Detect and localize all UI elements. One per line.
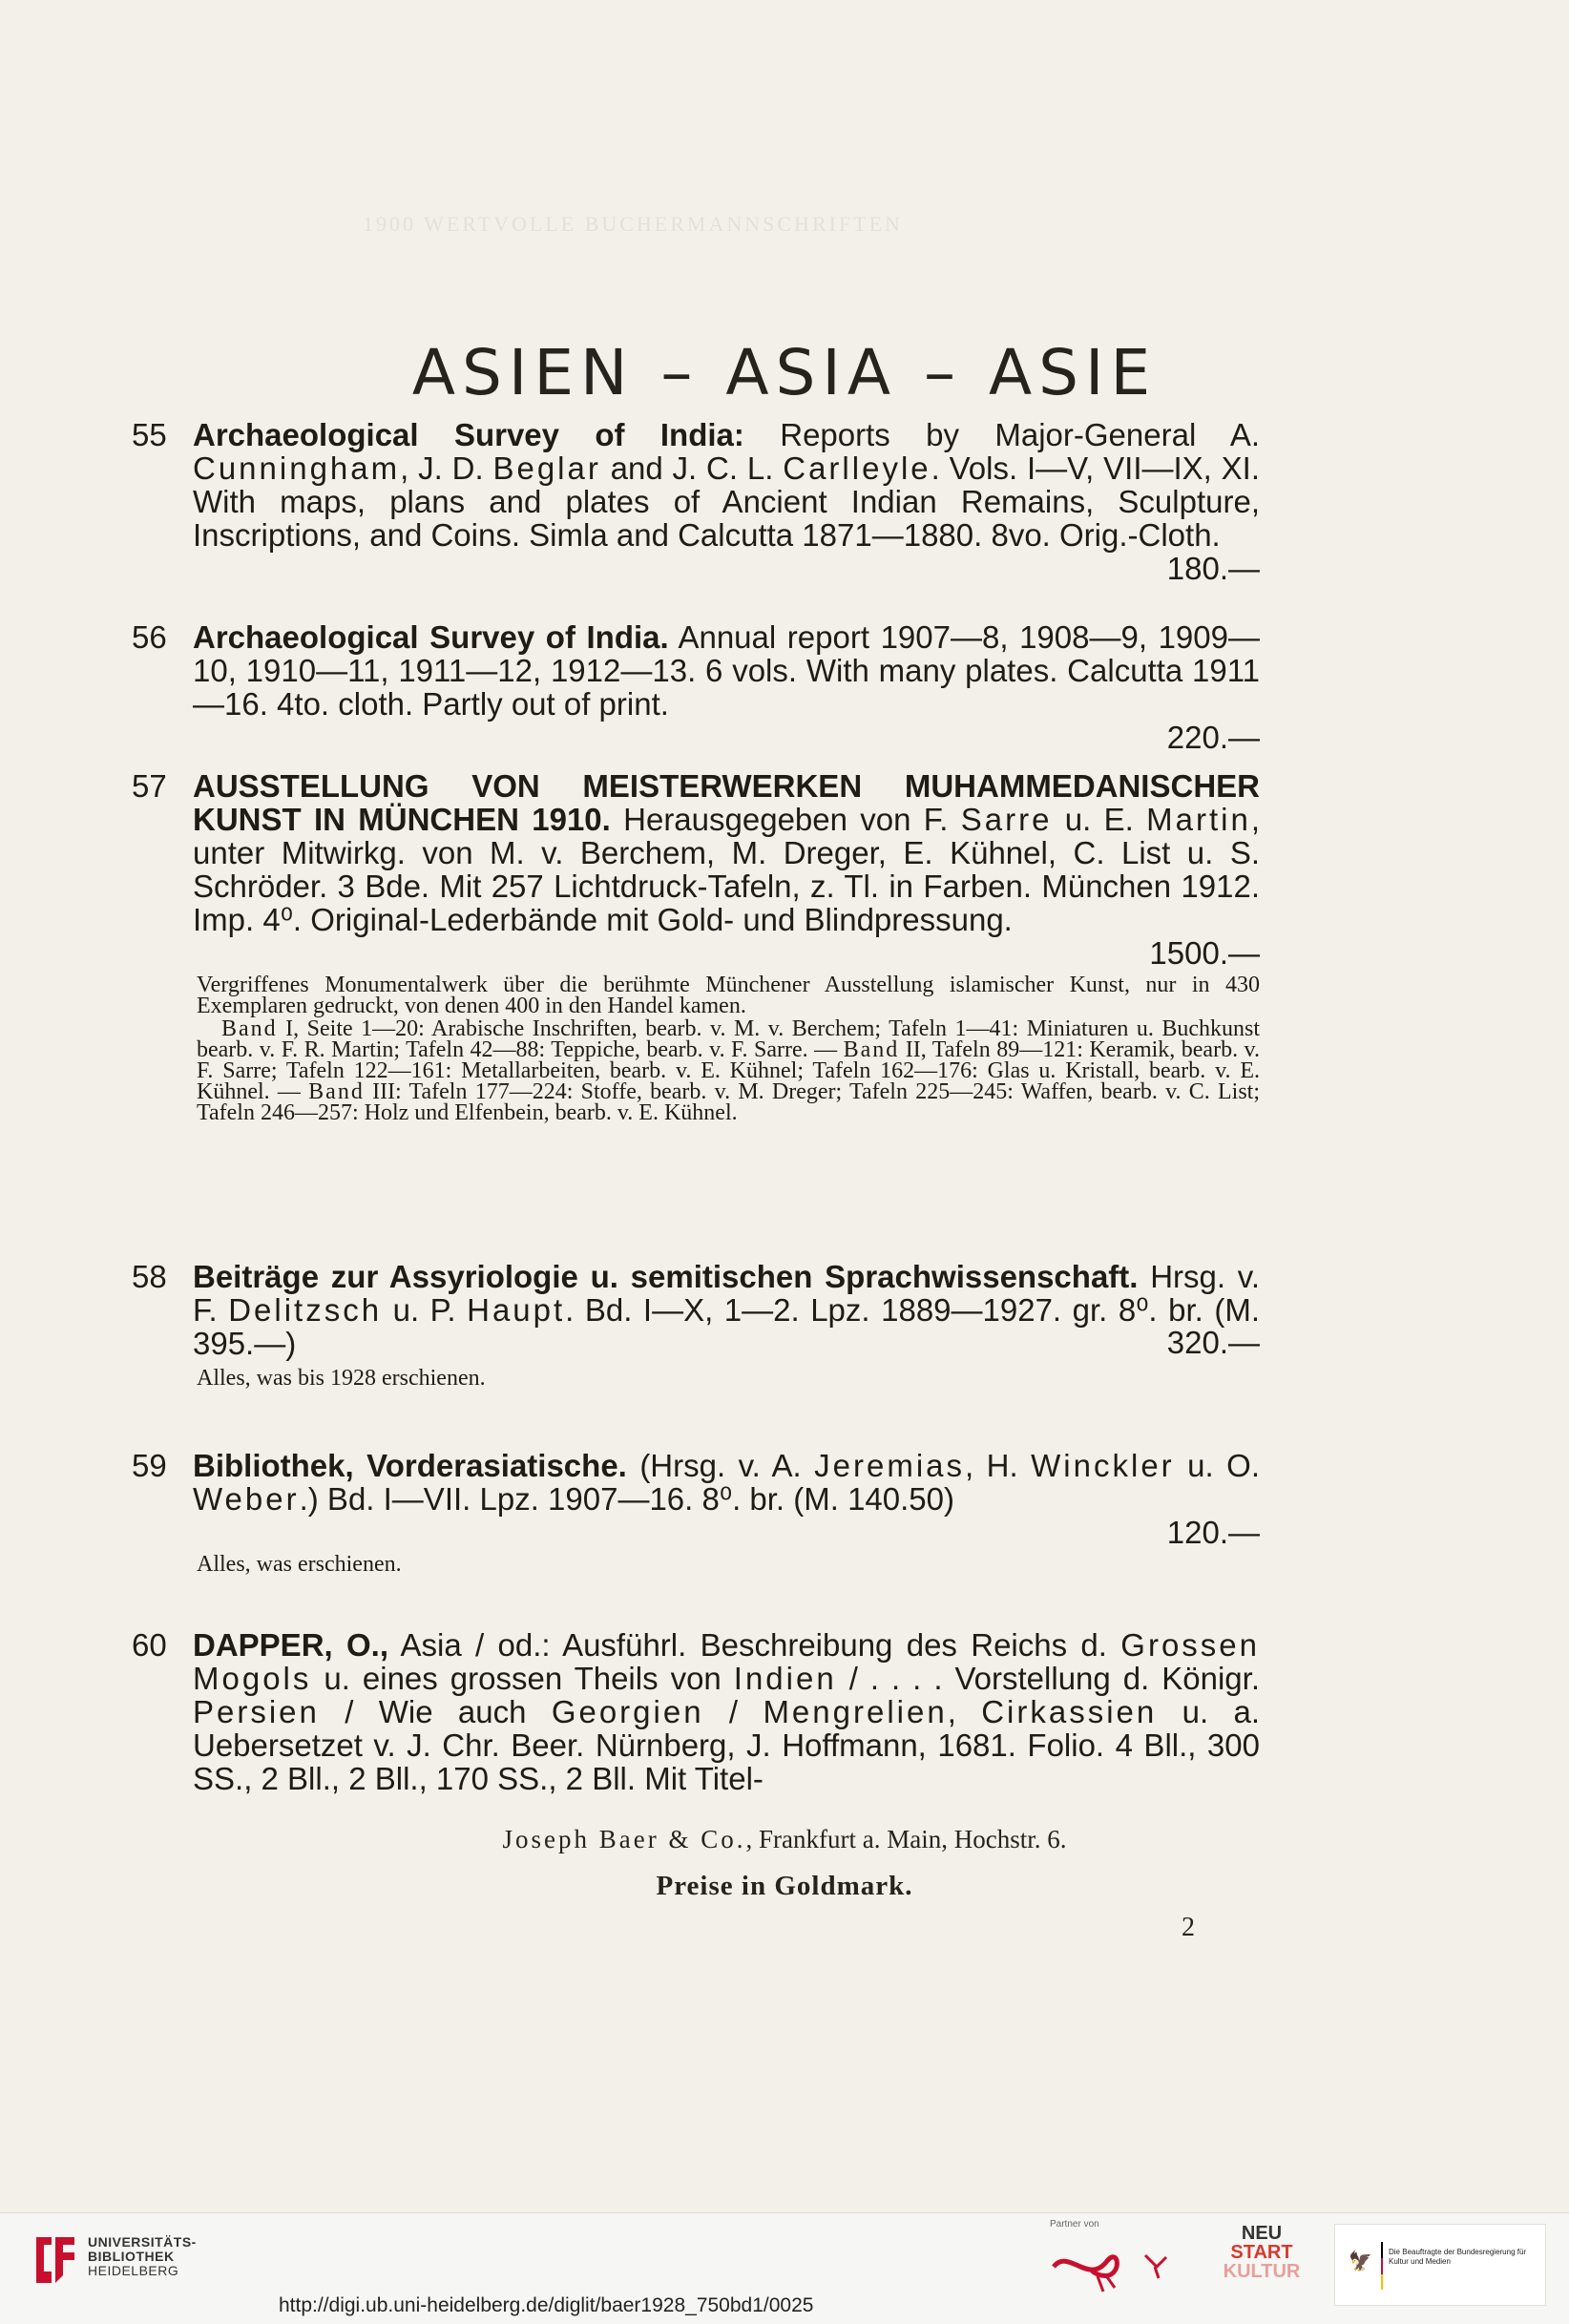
- entry-heading: Archaeological Survey of India:: [193, 417, 744, 452]
- library-name-line: BIBLIOTHEK: [88, 2249, 175, 2264]
- place-name: Cirkassien: [981, 1694, 1158, 1729]
- entry-text: . Bd. I—X, 1—2. Lpz. 1889—1927. gr. 8⁰. br. (M. 395.—): [193, 1292, 1260, 1361]
- entry-number: 58: [132, 1259, 167, 1294]
- author-name: Cunningham: [193, 450, 401, 486]
- volume-label: Band: [843, 1037, 900, 1062]
- entry-number: 55: [132, 417, 167, 452]
- catalog-entry-60: [132, 1628, 1260, 1795]
- author-name: Jeremias: [814, 1448, 966, 1483]
- neustart-line: NEU: [1241, 2223, 1283, 2244]
- entry-price: 220.—: [1166, 720, 1260, 755]
- entry-heading: DAPPER, O.,: [193, 1627, 389, 1663]
- author-name: Weber: [193, 1481, 300, 1517]
- neustart-kultur-logo[interactable]: [1220, 2224, 1304, 2281]
- place-name: Georgien: [551, 1694, 704, 1729]
- bleed-through-header: 1900 WERTVOLLE BUCHERMANNSCHRIFTEN: [363, 212, 903, 236]
- entry-number: 57: [132, 768, 167, 804]
- entry-text: u. P.: [382, 1292, 468, 1328]
- entry-heading: Beiträge zur Assyriologie u. semitischen Sprachwissenschaft.: [193, 1259, 1139, 1294]
- place-name: Persien: [193, 1694, 320, 1729]
- entry-description: [193, 1449, 1260, 1516]
- author-name: Carlleyle: [783, 450, 931, 486]
- entry-text: Hrsg. v. F.: [193, 1259, 1260, 1328]
- eagle-icon: 🦅: [1349, 2251, 1372, 2272]
- entry-price: 180.—: [1166, 551, 1260, 586]
- entry-number: 59: [132, 1448, 167, 1483]
- author-name: Delitzsch: [228, 1292, 383, 1328]
- catalog-entry-56: [132, 620, 1260, 755]
- entry-text: u. O.: [1174, 1448, 1260, 1483]
- bkm-logo[interactable]: [1334, 2224, 1546, 2306]
- library-name[interactable]: [88, 2235, 197, 2278]
- catalog-entry-57: [132, 769, 1260, 1123]
- author-name: Haupt: [467, 1292, 566, 1328]
- entry-text: u. eines grossen Theils von: [311, 1661, 734, 1696]
- library-name-line: HEIDELBERG: [88, 2263, 179, 2278]
- entry-text: Asia / od.: Ausführl. Beschreibung des Reichs d.: [388, 1627, 1121, 1663]
- entry-description: [193, 769, 1260, 936]
- volume-label: Band: [308, 1079, 365, 1104]
- entry-number: 56: [132, 619, 167, 655]
- entry-text: (Hrsg. v. A.: [626, 1448, 815, 1483]
- entry-text: Herausgegeben von F.: [610, 802, 961, 837]
- catalog-entry-59: [132, 1449, 1260, 1575]
- entry-price: 120.—: [1166, 1515, 1260, 1550]
- entry-description: [193, 620, 1260, 721]
- author-name: Beglar: [492, 450, 601, 486]
- publisher-address: , Frankfurt a. Main, Hochstr. 6.: [745, 1825, 1067, 1853]
- prices-note: Preise in Goldmark.: [656, 1871, 913, 1901]
- neustart-line: START: [1230, 2242, 1293, 2263]
- entry-text: , H.: [965, 1448, 1032, 1483]
- author-name: Sarre: [960, 802, 1053, 837]
- volume-label: Band: [221, 1016, 278, 1041]
- ddb-logo-icon[interactable]: [1050, 2238, 1193, 2300]
- entry-text: . Vols. I—V, VII—IX, XI. With maps, plans and plates of Ancient Indian Remains, Sculpture, Inscriptions, and Coins. Simla and Calcutta 1871—1880. 8vo. Orig.-Cloth.: [193, 450, 1261, 553]
- permalink-url[interactable]: http://digi.ub.uni-heidelberg.de/diglit/baer1928_750bd1/0025: [279, 2294, 814, 2316]
- entry-description: [193, 1628, 1260, 1795]
- partner-label: Partner von: [1050, 2219, 1099, 2230]
- entry-text: /: [703, 1694, 764, 1729]
- entry-price: 1500.—: [1149, 935, 1260, 971]
- entry-heading: Bibliothek, Vorderasiatische.: [193, 1448, 627, 1483]
- entry-text: Reports by Major-General A.: [743, 417, 1260, 452]
- neustart-line: KULTUR: [1223, 2261, 1301, 2282]
- entry-text: ,: [947, 1694, 982, 1729]
- entry-text: .) Bd. I—VII. Lpz. 1907—16. 8⁰. br. (M. 140.50): [299, 1481, 955, 1517]
- entry-price: 320.—: [1166, 1325, 1260, 1360]
- note-text: I, Seite 1—20: Arabische Inschriften, bearb. v. M. v. Berchem; Tafeln 1—41: Miniaturen u. Buchkunst bearb. v. F. R. Martin; Tafeln 42—88: Teppiche, bearb. v. F. Sarre. —: [197, 1016, 1260, 1062]
- bkm-label: Die Beauftragte der Bundesregierung für Kultur und Medien: [1389, 2248, 1527, 2266]
- catalog-entry-55: [132, 418, 1260, 586]
- page-number: 2: [1182, 1913, 1195, 1942]
- note-text: II, Tafeln 89—121: Keramik, bearb. v. F. Sarre; Tafeln 122—161: Metallarbeiten, bearb. v. E. Kühnel; Tafeln 162—176: Glas u. Kristall, bearb. v. E. Kühnel. —: [197, 1037, 1261, 1104]
- entry-note: Alles, was bis 1928 erschienen.: [197, 1366, 486, 1391]
- entry-description: [193, 418, 1260, 552]
- flag-bar-icon: [1381, 2242, 1383, 2290]
- entry-text: u. E.: [1052, 802, 1147, 837]
- entry-text: , unter Mitwirkg. von M. v. Berchem, M. Dreger, E. Kühnel, C. List u. S. Schröder. 3 Bde. Mit 257 Lichtdruck-Tafeln, z. Tl. in Farben. München 1912. Imp. 4⁰. Original-Lederbände mit Gold- und Blindpressung.: [193, 802, 1260, 937]
- entry-contents-note: [197, 1018, 1260, 1123]
- note-text: III: Tafeln 177—224: Stoffe, bearb. v. M. Dreger; Tafeln 225—245: Waffen, bearb. v. C. List; Tafeln 246—257: Holz und Elfenbein, bearb. v. E. Kühnel.: [197, 1079, 1261, 1125]
- entry-note: Vergriffenes Monumentalwerk über die berühmte Münchener Ausstellung islamischer Kunst, nur in 430 Exemplaren gedruckt, von denen 400 in den Handel kamen.: [197, 973, 1260, 1018]
- place-name: Mengrelien: [763, 1694, 948, 1729]
- publisher-line: [0, 1825, 1569, 1854]
- place-name: Indien: [733, 1661, 837, 1696]
- entry-text: / . . . . Vorstellung d. Königr.: [836, 1661, 1260, 1696]
- entry-heading: AUSSTELLUNG VON MEISTERWERKEN MUHAMMEDANISCHER KUNST IN MÜNCHEN 1910.: [193, 768, 1260, 837]
- publisher-name: Joseph Baer & Co.: [502, 1825, 746, 1853]
- author-name: Winckler: [1031, 1448, 1175, 1483]
- section-title: ASIEN – ASIA – ASIE: [411, 336, 1158, 409]
- catalog-entry-58: [132, 1260, 1260, 1389]
- entry-text: Annual report 1907—8, 1908—9, 1909—10, 1910—11, 1911—12, 1912—13. 6 vols. With many plates. Calcutta 1911—16. 4to. cloth. Partly out of print.: [193, 619, 1260, 722]
- entry-note: Alles, was erschienen.: [197, 1552, 402, 1577]
- library-name-line: UNIVERSITÄTS-: [88, 2234, 197, 2250]
- entry-text: and J. C. L.: [600, 450, 784, 486]
- entry-text: , J. D.: [400, 450, 493, 486]
- author-name: Martin: [1146, 802, 1251, 837]
- entry-text: / Wie auch: [319, 1694, 552, 1729]
- entry-number: 60: [132, 1627, 167, 1663]
- entry-heading: Archaeological Survey of India.: [193, 619, 669, 655]
- ub-heidelberg-logo-icon[interactable]: [31, 2233, 80, 2292]
- place-name: Grossen Mogols: [193, 1627, 1260, 1696]
- entry-text: u. a. Uebersetzet v. J. Chr. Beer. Nürnberg, J. Hoffmann, 1681. Folio. 4 Bll., 300 SS., 2 Bll., 2 Bll., 170 SS., 2 Bll. Mit Titel-: [193, 1694, 1260, 1796]
